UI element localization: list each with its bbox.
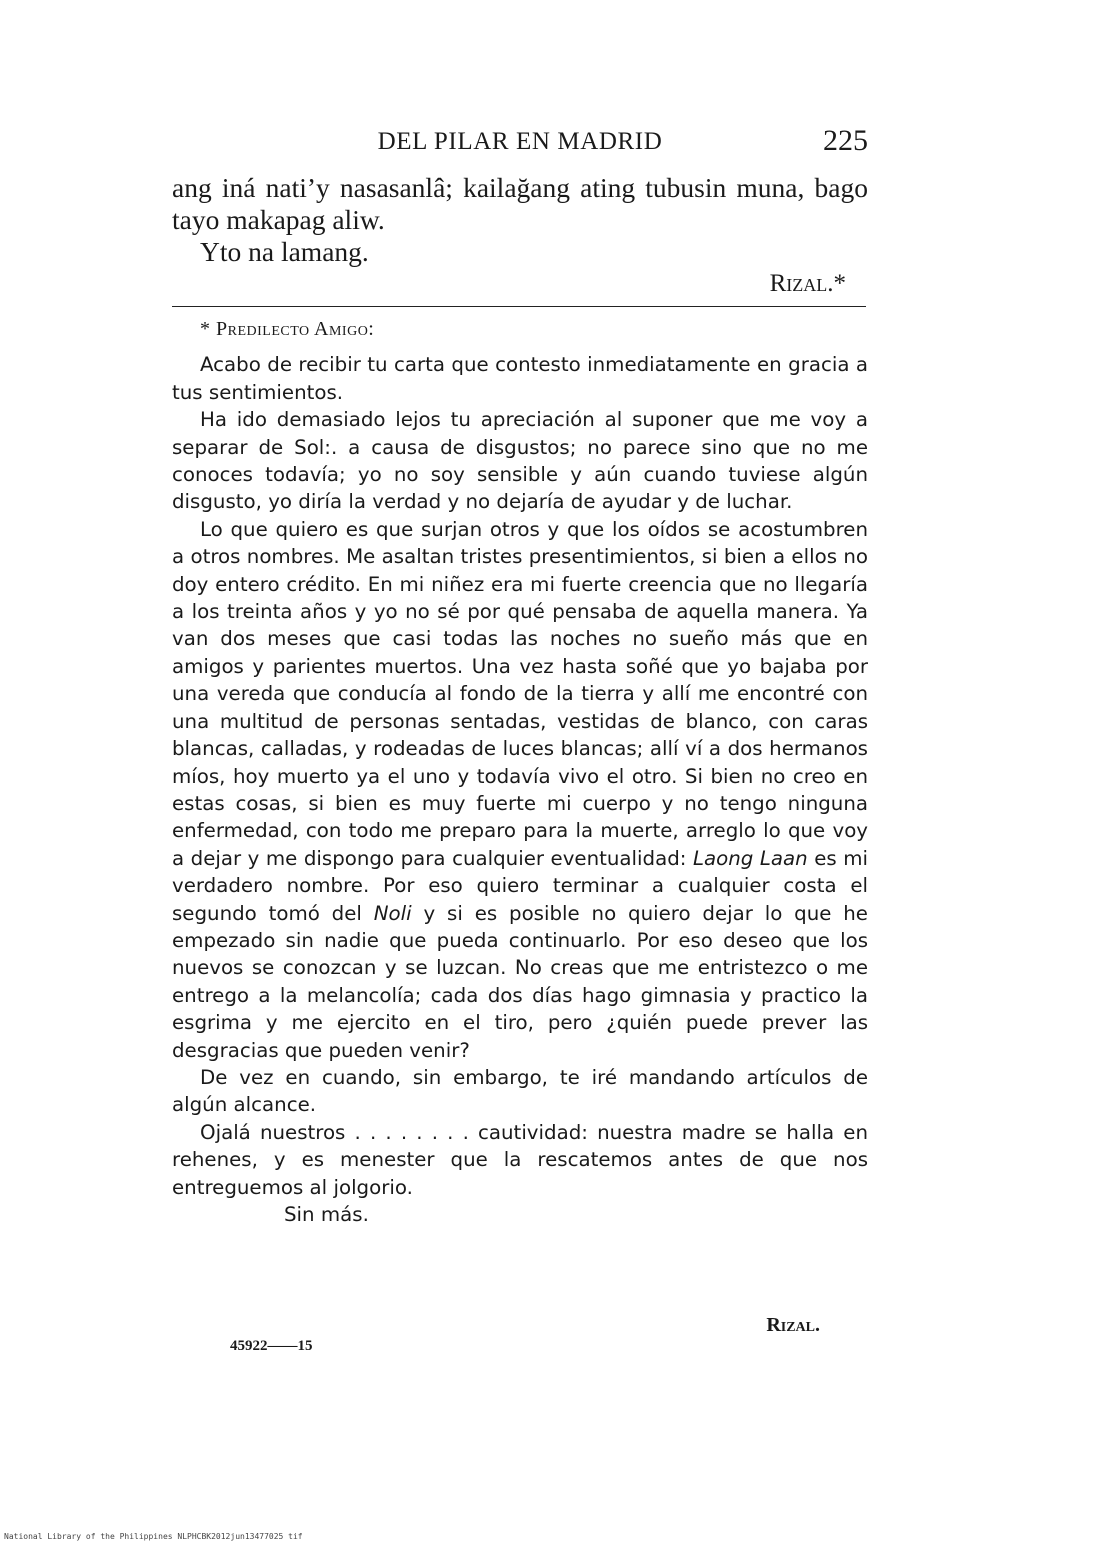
footnote-paragraph: Ha ido demasiado lejos tu apreciación al suponer que me voy a separar de Sol:. a causa de disgustos; no parece sino que no me conoces todavía; yo no soy sensible y aún cuando tuviese algún disgusto, yo diría la verdad y no dejaría de ayudar y de luchar. xyxy=(172,408,868,514)
main-text xyxy=(172,172,868,268)
page-number: 225 xyxy=(823,124,868,157)
footnote-paragraph: Acabo de recibir tu carta que contesto inmediatamente en gracia a tus sentimientos. xyxy=(172,353,868,404)
footnote xyxy=(172,316,868,1228)
main-paragraph: Yto na lamang. xyxy=(200,236,369,267)
printer-signature-mark: 45922——15 xyxy=(230,1338,313,1354)
footnote-closing: Sin más. xyxy=(284,1203,369,1226)
main-paragraph: ang iná nati’y nasasanlâ; kailağang ating tubusin muna, bago tayo makapag aliw. xyxy=(172,172,868,235)
signature-main: Rizal.* xyxy=(769,270,846,297)
footnote-text: y si es posible no quiero dejar lo que he empezado sin nadie que pueda continuarlo. Por eso deseo que los nuevos se conozcan y se luzcan. No creas que me entristezco o me entrego a la melancolía; cada dos días hago gimnasia y practico la esgrima y me ejercito en el tiro, pero ¿quién puede prever las desgracias que pueden venir? xyxy=(172,901,868,1062)
pseudonym: Laong Laan xyxy=(693,846,808,870)
running-title: DEL PILAR EN MADRID xyxy=(377,128,663,155)
footnote-text: Lo que quiero es que surjan otros y que los oídos se acostumbren a otros nombres. Me asaltan tristes presentimientos, si bien a ellos no doy entero crédito. En mi niñez era mi fuerte creencia que no llegaría a los treinta años y yo no sé por qué pensaba de aquella manera. Ya van dos meses que casi todas las noches no sueño más que en amigos y parientes muertos. Una vez hasta soñé que yo bajaba por una vereda que conducía al fondo de la tierra y allí me encontré con una multitud de personas sentadas, vestidas de blanco, con caras blancas, calladas, y rodeadas de luces blancas; allí ví a dos hermanos míos, hoy muerto ya el uno y todavía vivo el otro. Si bien no creo en estas cosas, si bien es muy fuerte mi cuerpo y no tengo ninguna enfermedad, con todo me preparo para la muerte, arreglo lo que voy a dejar y me dispongo para cualquier eventualidad: xyxy=(172,517,868,870)
scan-label: National Library of the Philippines NLPHCBK2012jun13477025 tif xyxy=(4,1532,303,1541)
novel-title: Noli xyxy=(373,901,412,925)
footnote-paragraph: De vez en cuando, sin embargo, te iré mandando artículos de algún alcance. xyxy=(172,1065,868,1117)
running-head xyxy=(172,124,868,158)
footnote-paragraph xyxy=(172,516,868,1064)
signature-footnote: Rizal. xyxy=(766,1314,820,1336)
footnote-salutation: * Predilecto Amigo: xyxy=(200,318,375,340)
footnote-text: es mi verdadero nombre. Por eso quiero terminar a cualquier costa el segundo tomó del xyxy=(172,846,869,925)
footnote-divider xyxy=(172,306,866,307)
footnote-paragraph: Ojalá nuestros . . . . . . . . cautividad: nuestra madre se halla en rehenes, y es menester que la rescatemos antes de que nos entreguemos al jolgorio. xyxy=(172,1120,868,1199)
